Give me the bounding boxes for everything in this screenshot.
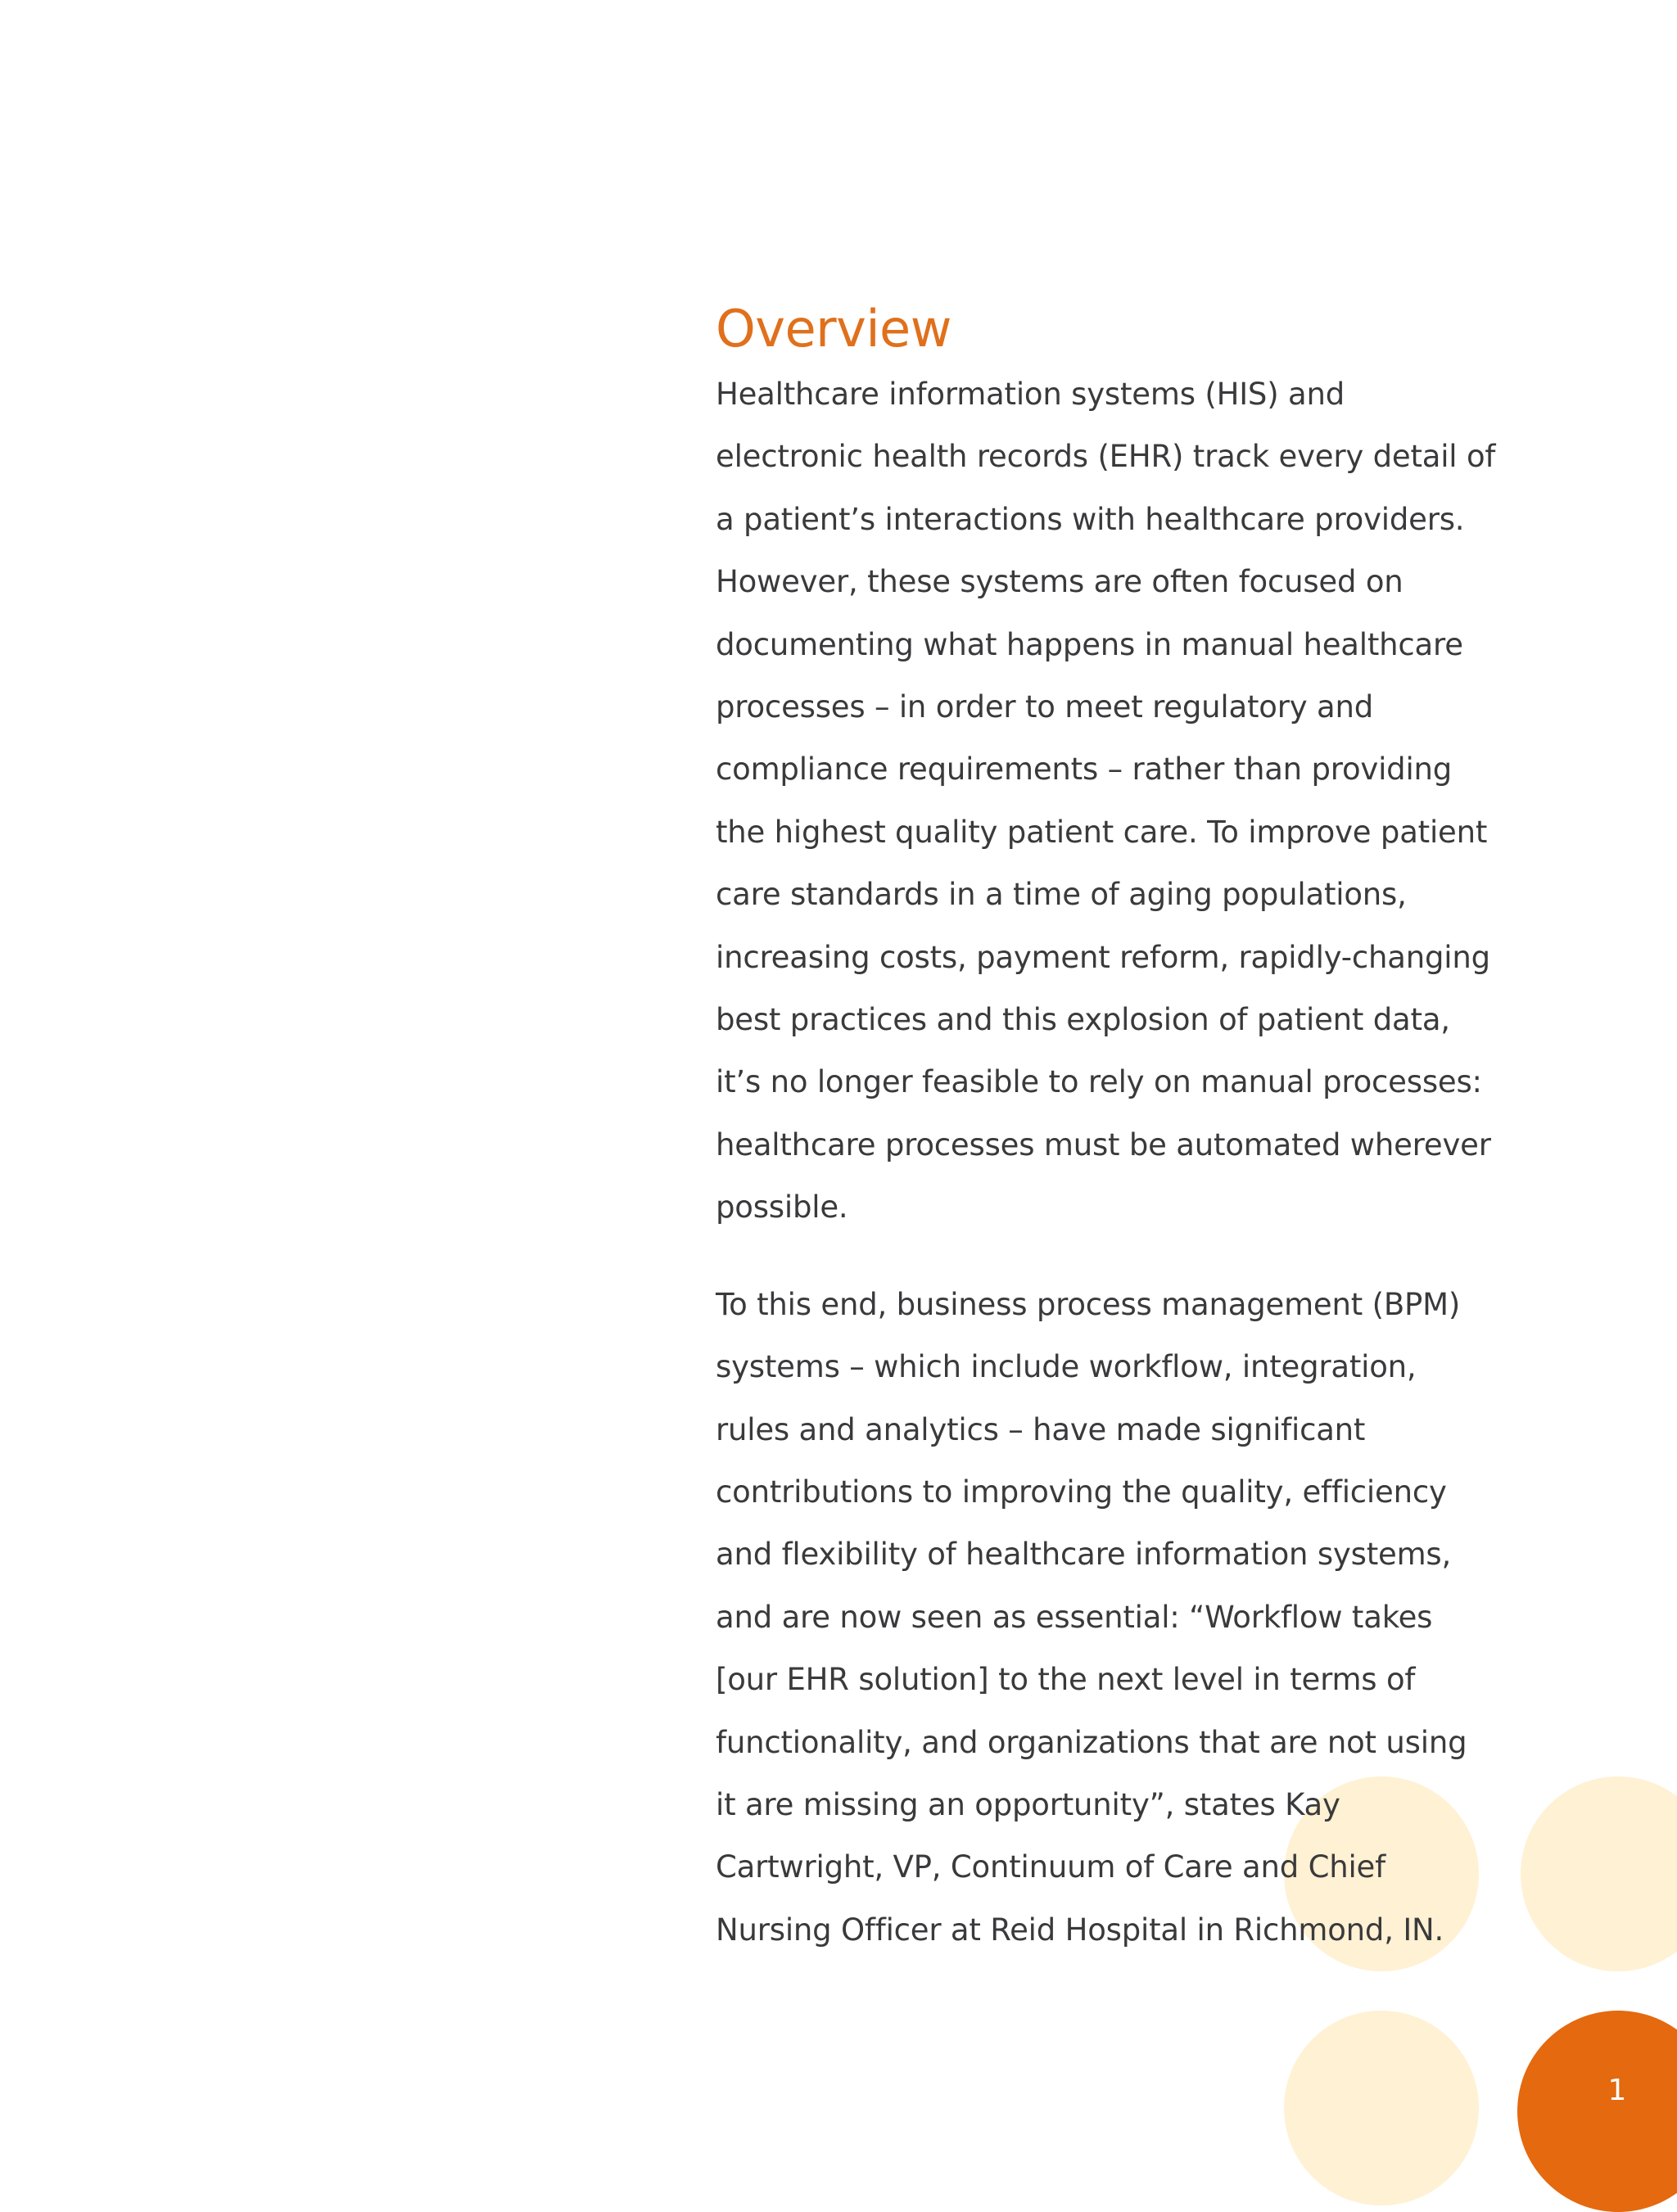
decorative-circle <box>1284 2011 1479 2205</box>
paragraph-line: electronic health records (EHR) track every detail of <box>716 439 1496 475</box>
paragraph-2 <box>716 1274 1551 1961</box>
paragraph-1 <box>716 363 1551 1239</box>
paragraph-line: it are missing an opportunity”, states Kay <box>716 1786 1340 1822</box>
paragraph-line: the highest quality patient care. To improve patient <box>716 814 1488 850</box>
paragraph-line: documenting what happens in manual healthcare <box>716 626 1463 662</box>
section-heading: Overview <box>716 299 952 359</box>
paragraph-line: rules and analytics – have made significant <box>716 1411 1366 1447</box>
paragraph-line: increasing costs, payment reform, rapidly-changing <box>716 939 1490 975</box>
document-body <box>716 295 1551 1961</box>
paragraph-line: processes – in order to meet regulatory and <box>716 689 1373 725</box>
paragraph-line: possible. <box>716 1190 848 1226</box>
paragraph-line: Nursing Officer at Reid Hospital in Richmond, IN. <box>716 1912 1444 1948</box>
paragraph-line: and are now seen as essential: “Workflow takes <box>716 1599 1433 1635</box>
paragraph-line: best practices and this explosion of patient data, <box>716 1002 1450 1038</box>
page-number: 1 <box>1607 2074 1627 2107</box>
paragraph-line: Cartwright, VP, Continuum of Care and Chief <box>716 1849 1385 1885</box>
paragraph-line: contributions to improving the quality, efficiency <box>716 1474 1447 1510</box>
paragraph-line: Healthcare information systems (HIS) and <box>716 377 1345 412</box>
paragraph-line: compliance requirements – rather than providing <box>716 752 1453 788</box>
paragraph-line: To this end, business process management (BPM) <box>716 1286 1461 1322</box>
paragraph-line: a patient’s interactions with healthcare providers. <box>716 501 1465 537</box>
paragraph-line: systems – which include workflow, integration, <box>716 1349 1417 1385</box>
paragraph-line: and flexibility of healthcare information systems, <box>716 1537 1452 1573</box>
paragraph-line: However, these systems are often focused on <box>716 564 1404 600</box>
paragraph-line: care standards in a time of aging populations, <box>716 877 1407 913</box>
paragraph-line: healthcare processes must be automated wherever <box>716 1126 1491 1162</box>
page-number-circle <box>1517 2011 1677 2212</box>
paragraph-line: functionality, and organizations that are not using <box>716 1724 1467 1760</box>
paragraph-line: [our EHR solution] to the next level in terms of <box>716 1662 1416 1698</box>
paragraph-line: it’s no longer feasible to rely on manual processes: <box>716 1064 1482 1100</box>
